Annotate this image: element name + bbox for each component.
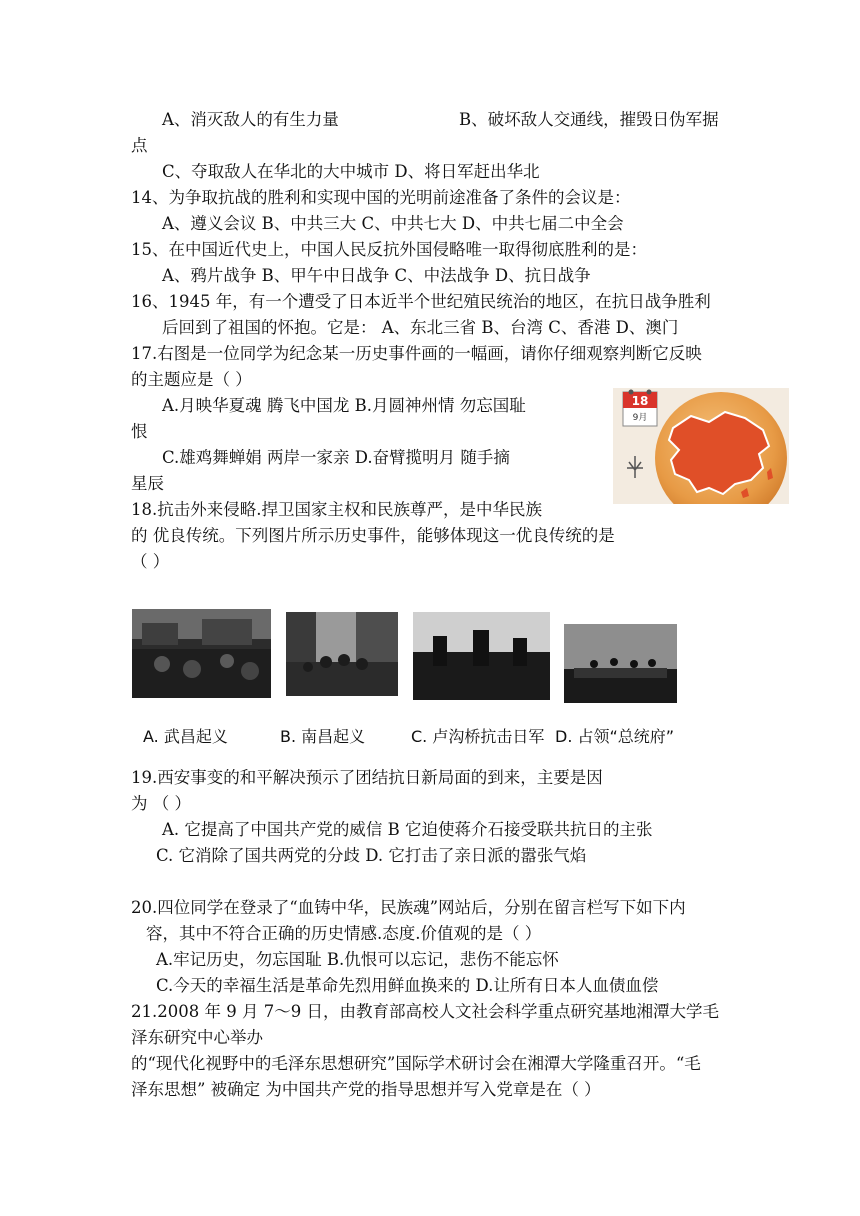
caption-b: B. 南昌起义 [280, 727, 366, 746]
q13-option-b-cont: 点 [131, 136, 148, 155]
q13-option-b: B、破坏敌人交通线，摧毁日伪军据 [459, 110, 719, 129]
q14-stem: 14、为争取抗战的胜利和实现中国的光明前途准备了条件的会议是： [131, 188, 631, 207]
q17-options-cd: C.雄鸡舞蝉娟 两岸一家亲 D.奋臂揽明月 随手摘 [162, 448, 510, 467]
photo-presidential-palace [564, 624, 677, 703]
q15-options: A、鸦片战争 B、甲午中日战争 C、中法战争 D、抗日战争 [162, 266, 591, 285]
q14-options: A、遵义会议 B、中共三大 C、中共七大 D、中共七届二中全会 [162, 214, 624, 233]
q13-option-a: A、消灭敌人的有生力量 [162, 110, 339, 129]
photo-nanchang-uprising [286, 612, 398, 696]
calendar-month: 9月 [632, 413, 648, 423]
q18-stem: 18.抗击外来侵略.捍卫国家主权和民族尊严，是中华民族 [131, 500, 542, 519]
q21-stem: 21.2008 年 9 月 7～9 日，由教育部高校人文社会科学重点研究基地湘潭大学毛 [131, 1002, 719, 1021]
caption-c: C. 卢沟桥抗击日军 [411, 727, 545, 746]
q19-options-ab: A. 它提高了中国共产党的威信 B 它迫使蒋介石接受联共抗日的主张 [162, 820, 653, 839]
q21-stem-cont3: 泽东思想” 被确定 为中国共产党的指导思想并写入党章是在（ ） [131, 1080, 601, 1099]
photo-lugou-bridge [413, 612, 550, 700]
q16-options: 后回到了祖国的怀抱。它是： A、东北三省 B、台湾 C、香港 D、澳门 [162, 318, 679, 337]
q17-stem-cont: 的主题应是（ ） [131, 370, 252, 389]
q19-options-cd: C. 它消除了国共两党的分歧 D. 它打击了亲日派的嚣张气焰 [156, 846, 587, 865]
q19-stem: 19.西安事变的和平解决预示了团结抗日新局面的到来，主要是因 [131, 768, 603, 787]
photo-wuchang-uprising [132, 609, 271, 698]
q21-stem-cont1: 泽东研究中心举办 [131, 1028, 263, 1047]
caption-a: A. 武昌起义 [143, 727, 228, 746]
q19-stem-cont: 为 （ ） [131, 794, 191, 813]
q13-options-cd: C、夺取敌人在华北的大中城市 D、将日军赶出华北 [162, 162, 540, 181]
calendar-day: 18 [631, 394, 649, 408]
q15-stem: 15、在中国近代史上，中国人民反抗外国侵略唯一取得彻底胜利的是： [131, 240, 647, 259]
q16-stem: 16、1945 年，有一个遭受了日本近半个世纪殖民统治的地区，在抗日战争胜利 [131, 292, 711, 311]
q17-options-ab: A.月映华夏魂 腾飞中国龙 B.月圆神州情 勿忘国耻 [162, 396, 526, 415]
q20-stem: 20.四位同学在登录了“血铸中华，民族魂”网站后，分别在留言栏写下如下内 [131, 898, 686, 917]
q18-stem-paren: （ ） [131, 552, 170, 571]
q20-options-cd: C.今天的幸福生活是革命先烈用鲜血换来的 D.让所有日本人血债血偿 [156, 976, 659, 995]
q18-stem-cont: 的 优良传统。下列图片所示历史事件，能够体现这一优良传统的是 [131, 526, 615, 545]
q17-globe-illustration [613, 388, 789, 504]
q20-options-ab: A.牢记历史，勿忘国耻 B.仇恨可以忘记，悲伤不能忘怀 [156, 950, 559, 969]
q21-stem-cont2: 的“现代化视野中的毛泽东思想研究”国际学术研讨会在湘潭大学隆重召开。“毛 [131, 1054, 701, 1073]
q17-stem: 17.右图是一位同学为纪念某一历史事件画的一幅画，请你仔细观察判断它反映 [131, 344, 702, 363]
globe-map-icon [613, 388, 789, 504]
q17-options-ab-cont: 恨 [131, 422, 148, 441]
q20-stem-cont: 容，其中不符合正确的历史情感.态度.价值观的是（ ） [146, 924, 542, 943]
caption-d: D. 占领“总统府” [555, 727, 675, 746]
q17-options-cd-cont: 星辰 [131, 474, 164, 493]
